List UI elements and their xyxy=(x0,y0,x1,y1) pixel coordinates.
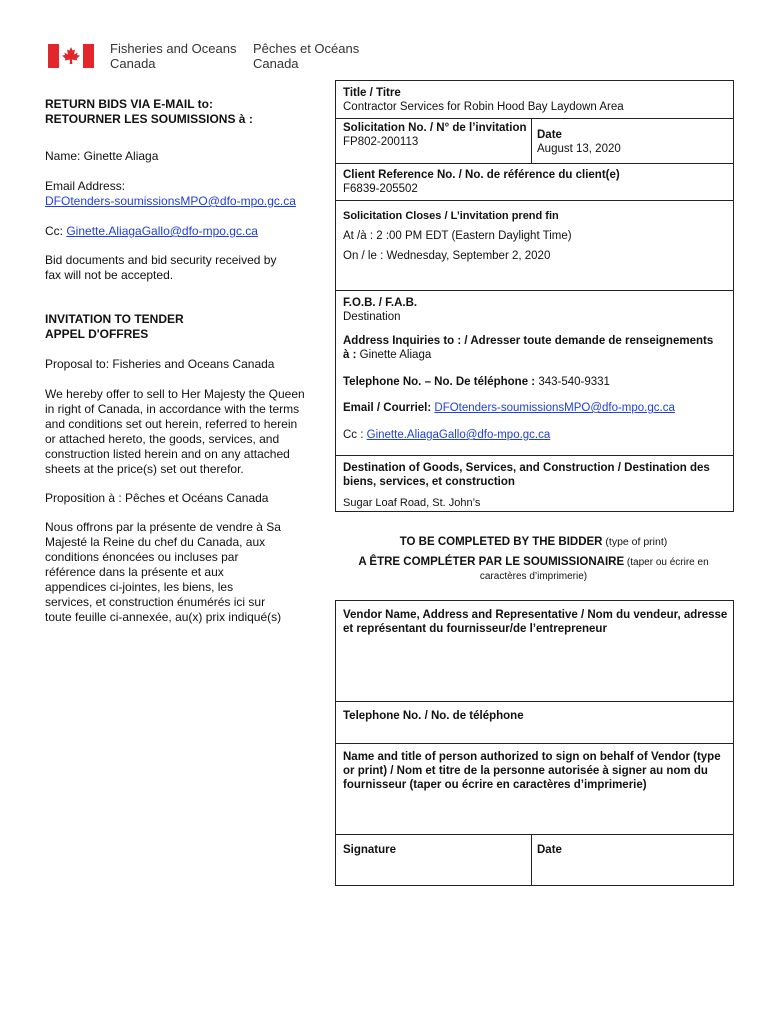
email-address-link[interactable]: DFOtenders-soumissionsMPO@dfo-mpo.gc.ca xyxy=(45,194,296,208)
email-label: Email / Courriel: xyxy=(343,402,435,414)
return-bids-heading: RETURN BIDS VIA E-MAIL to: RETOURNER LES SOUMISSIONS à : xyxy=(45,97,253,126)
closing-date: On / le : Wednesday, September 2, 2020 xyxy=(343,250,551,262)
signature-label: Signature xyxy=(343,844,397,856)
address-inquiries-value: à : Ginette Aliaga xyxy=(343,349,432,361)
solicitation-closes-label: Solicitation Closes / L’invitation prend fin xyxy=(343,210,559,222)
contact-name: Name: Ginette Aliaga xyxy=(45,149,159,163)
signature-date-field[interactable] xyxy=(532,858,732,884)
department-name-english: Fisheries and Oceans Canada xyxy=(110,41,237,71)
telephone-line xyxy=(343,375,610,389)
signature-field[interactable] xyxy=(336,858,530,884)
date-value: August 13, 2020 xyxy=(537,143,621,155)
signature-date-label: Date xyxy=(537,844,562,856)
to-be-completed-english: TO BE COMPLETED BY THE BIDDER (type of print) xyxy=(399,536,668,548)
cc-email-link[interactable]: Ginette.AliagaGallo@dfo-mpo.gc.ca xyxy=(66,224,258,238)
invitation-heading: INVITATION TO TENDER APPEL D'OFFRES xyxy=(45,312,184,341)
date-label: Date xyxy=(537,129,562,141)
cc-line xyxy=(45,224,325,239)
cc-label-right: Cc : xyxy=(343,429,367,441)
closing-time: At /à : 2 :00 PM EDT (Eastern Daylight Time) xyxy=(343,230,572,242)
department-name-french: Pêches et Océans Canada xyxy=(253,41,360,71)
solicitation-number-label: Solicitation No. / N° de l’invitation xyxy=(343,122,527,134)
bid-documents-notice: Bid documents and bid security received by fax will not be accepted. xyxy=(45,253,277,282)
vendor-name-field[interactable] xyxy=(336,640,732,701)
vendor-name-label: Vendor Name, Address and Representative / Nom du vendeur, adresse et représentant du fournisseur/de l’entrepreneur xyxy=(343,609,728,635)
to-be-completed-french-note: caractères d’imprimerie) xyxy=(479,571,588,582)
telephone-label: Telephone No. – No. De téléphone : xyxy=(343,376,539,388)
title-label: Title / Titre xyxy=(343,87,401,99)
destination-value: Sugar Loaf Road, St. John’s xyxy=(343,497,481,509)
address-inquiries-label: Address Inquiries to : / Adresser toute demande de renseignements xyxy=(343,335,714,347)
solicitation-number-value: FP802-200113 xyxy=(343,136,419,148)
client-reference-label: Client Reference No. / No. de référence du client(e) xyxy=(343,169,620,181)
offer-paragraph-french: Nous offrons par la présente de vendre à Sa Majesté la Reine du chef du Canada, aux conditions énoncées ou incluses par référence dans la présente et aux appendices ci-jointes, les biens, les services, et construction énumérés ici sur toute feuille ci-annexée, au(x) prix indiqué(s) xyxy=(45,520,282,624)
client-reference-value: F6839-205502 xyxy=(343,183,418,195)
email-line xyxy=(343,401,675,415)
title-value: Contractor Services for Robin Hood Bay Laydown Area xyxy=(343,101,624,113)
destination-label: Destination of Goods, Services, and Construction / Destination des biens, services, et construction xyxy=(343,462,710,488)
authorized-person-field[interactable] xyxy=(336,795,732,833)
telephone-value: 343-540-9331 xyxy=(538,376,610,388)
cc-email-link-right[interactable]: Ginette.AliagaGallo@dfo-mpo.gc.ca xyxy=(366,429,551,441)
email-address-label: Email Address: xyxy=(45,179,126,193)
to-be-completed-french: A ÊTRE COMPLÉTER PAR LE SOUMISSIONAIRE (taper ou écrire en xyxy=(358,556,709,568)
canada-flag-icon xyxy=(48,44,94,68)
proposal-to-english: Proposal to: Fisheries and Oceans Canada xyxy=(45,357,275,371)
vendor-telephone-field[interactable] xyxy=(336,724,732,742)
fob-value: Destination xyxy=(343,311,401,323)
offer-paragraph-english: We hereby offer to sell to Her Majesty the Queen in right of Canada, in accordance with the terms and conditions set out herein, referred to herein or attached hereto, the goods, services, and construction listed herein and on any attached sheets at the price(s) set out therefor. xyxy=(45,387,305,476)
fob-label: F.O.B. / F.A.B. xyxy=(343,297,418,309)
cc-line-right xyxy=(343,428,550,442)
cc-label: Cc: xyxy=(45,224,67,238)
proposal-to-french: Proposition à : Pêches et Océans Canada xyxy=(45,491,269,505)
authorized-person-label: Name and title of person authorized to sign on behalf of Vendor (type or print) / Nom et titre de la personne autorisée à signer au nom du fournisseur (taper ou écrire en caractères d’imprimerie) xyxy=(343,751,721,791)
vendor-telephone-label: Telephone No. / No. de téléphone xyxy=(343,710,524,722)
email-link[interactable]: DFOtenders-soumissionsMPO@dfo-mpo.gc.ca xyxy=(434,402,675,414)
